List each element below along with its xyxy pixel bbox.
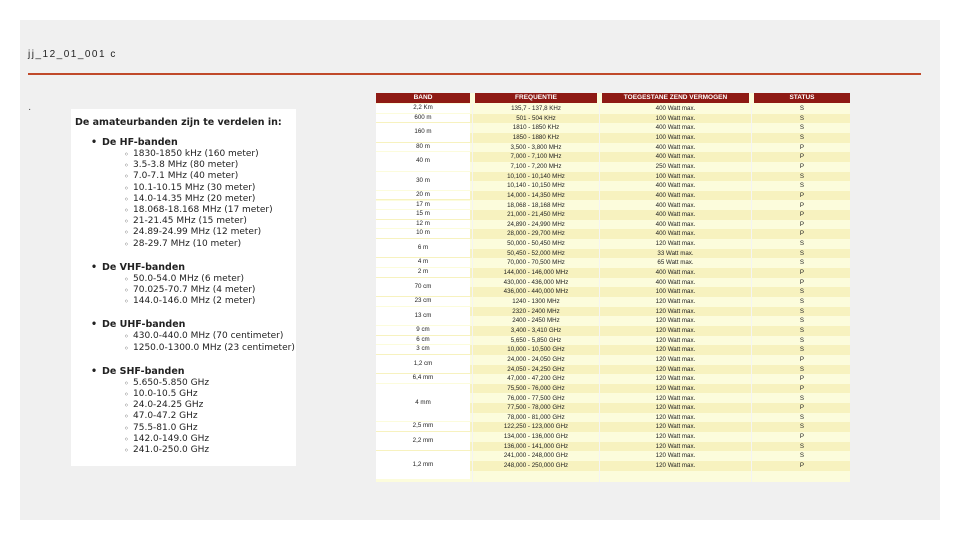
band-group bbox=[71, 366, 296, 456]
status-cell: S bbox=[799, 423, 805, 431]
column-separator bbox=[472, 104, 473, 482]
band-cell: 160 m bbox=[376, 123, 470, 141]
status-cell: P bbox=[799, 404, 805, 412]
band-range-item: ◦ 21-21.45 MHz (15 meter) bbox=[71, 216, 296, 227]
frequency-cell: 28,000 - 29,700 MHz bbox=[507, 230, 565, 238]
status-cell: S bbox=[799, 298, 805, 305]
frequency-cell: 10,000 - 10,500 GHz bbox=[507, 346, 565, 354]
power-cell: 400 Watt max. bbox=[655, 153, 696, 161]
frequency-cell: 436,000 - 440,000 MHz bbox=[503, 288, 569, 296]
frequency-cell: 136,000 - 141,000 GHz bbox=[503, 442, 569, 450]
power-cell: 120 Watt max. bbox=[655, 317, 696, 325]
status-cell: S bbox=[799, 326, 805, 334]
status-cell: P bbox=[799, 278, 805, 286]
power-cell: 120 Watt max. bbox=[655, 336, 696, 344]
power-cell: 120 Watt max. bbox=[655, 326, 696, 334]
table-header-row bbox=[376, 93, 850, 104]
status-cell: S bbox=[799, 307, 805, 315]
power-cell: 400 Watt max. bbox=[655, 143, 696, 151]
frequency-cell: 3,500 - 3,800 MHz bbox=[510, 143, 562, 151]
column-header: FREQUENTIE bbox=[475, 93, 597, 103]
status-cell: P bbox=[799, 375, 805, 383]
power-cell: 400 Watt max. bbox=[655, 211, 696, 219]
band-range-item: ◦ 430.0-440.0 MHz (70 centimeter) bbox=[71, 331, 296, 342]
power-cell: 120 Watt max. bbox=[655, 442, 696, 450]
power-cell: 120 Watt max. bbox=[655, 394, 696, 402]
amateur-bands-list bbox=[71, 109, 296, 466]
frequency-cell: 70,000 - 70,500 MHz bbox=[507, 259, 565, 267]
frequency-table bbox=[376, 93, 850, 482]
status-cell: P bbox=[799, 201, 805, 209]
status-cell: P bbox=[799, 162, 805, 170]
status-cell: P bbox=[799, 433, 805, 441]
status-cell: P bbox=[799, 355, 805, 363]
band-cell: 30 m bbox=[376, 172, 470, 190]
column-separator bbox=[599, 104, 600, 482]
status-cell: S bbox=[799, 346, 805, 354]
status-cell: P bbox=[799, 230, 805, 238]
power-cell: 400 Watt max. bbox=[655, 230, 696, 238]
status-cell: S bbox=[799, 317, 805, 325]
frequency-cell: 18,068 - 18,168 MHz bbox=[507, 201, 565, 209]
band-group-title: • De HF-banden bbox=[71, 137, 296, 149]
band-group-title: • De SHF-banden bbox=[71, 366, 296, 378]
frequency-cell: 501 - 504 KHz bbox=[516, 114, 556, 122]
power-cell: 400 Watt max. bbox=[655, 220, 696, 228]
power-cell: 120 Watt max. bbox=[655, 462, 696, 470]
power-cell: 33 Watt max. bbox=[657, 249, 694, 257]
empty-bullet: · bbox=[28, 104, 32, 115]
status-cell: P bbox=[799, 143, 805, 151]
band-cell: 13 cm bbox=[376, 307, 470, 325]
frequency-cell: 134,000 - 136,000 GHz bbox=[503, 433, 569, 441]
frequency-cell: 78,000 - 81,000 GHz bbox=[507, 413, 565, 421]
band-cell: 2,2 mm bbox=[376, 432, 470, 450]
frequency-cell: 144,000 - 146,000 MHz bbox=[503, 269, 569, 277]
band-cell: 6 m bbox=[376, 239, 470, 257]
band-cell: 40 m bbox=[376, 152, 470, 170]
band-cell: 12 m bbox=[376, 220, 470, 229]
frequency-cell: 24,050 - 24,250 GHz bbox=[507, 365, 565, 373]
band-range-item: ◦ 47.0-47.2 GHz bbox=[71, 411, 296, 422]
frequency-cell: 47,000 - 47,200 GHz bbox=[507, 375, 565, 383]
frequency-cell: 3,400 - 3,410 GHz bbox=[510, 326, 562, 334]
status-cell: S bbox=[799, 336, 805, 344]
band-cell: 80 m bbox=[376, 143, 470, 152]
frequency-cell: 135,7 - 137,8 KHz bbox=[511, 105, 561, 112]
power-cell: 120 Watt max. bbox=[655, 365, 696, 373]
band-range-item: ◦ 70.025-70.7 MHz (4 meter) bbox=[71, 285, 296, 296]
frequency-cell: 10,100 - 10,140 MHz bbox=[507, 172, 565, 180]
frequency-cell: 50,000 - 50,450 MHz bbox=[507, 240, 565, 248]
power-cell: 120 Watt max. bbox=[655, 452, 696, 460]
column-header: TOEGESTANE ZEND VERMOGEN bbox=[602, 93, 749, 103]
band-cell: 6 cm bbox=[376, 336, 470, 345]
frequency-cell: 21,000 - 21,450 MHz bbox=[507, 211, 565, 219]
status-cell: S bbox=[799, 240, 805, 248]
band-cell: 20 m bbox=[376, 191, 470, 200]
column-separator bbox=[751, 104, 752, 482]
band-cell: 2,2 Km bbox=[376, 104, 470, 113]
band-cell: 6,4 mm bbox=[376, 374, 470, 383]
status-cell: P bbox=[799, 384, 805, 392]
power-cell: 120 Watt max. bbox=[655, 375, 696, 383]
frequency-cell: 24,000 - 24,050 GHz bbox=[507, 355, 565, 363]
status-cell: S bbox=[799, 172, 805, 180]
frequency-cell: 10,140 - 10,150 MHz bbox=[507, 182, 565, 190]
frequency-cell: 248,000 - 250,000 GHz bbox=[503, 462, 569, 470]
frequency-cell: 76,000 - 77,500 GHz bbox=[507, 394, 565, 402]
power-cell: 400 Watt max. bbox=[655, 278, 696, 286]
band-cell: 3 cm bbox=[376, 345, 470, 354]
band-cell: 15 m bbox=[376, 210, 470, 219]
frequency-cell: 122,250 - 123,000 GHz bbox=[503, 423, 569, 431]
frequency-cell: 24,890 - 24,990 MHz bbox=[507, 220, 565, 228]
band-cell: 4 mm bbox=[376, 384, 470, 422]
band-cell: 10 m bbox=[376, 229, 470, 238]
band-range-item: ◦ 7.0-7.1 MHz (40 meter) bbox=[71, 171, 296, 182]
band-cell: 1,2 mm bbox=[376, 451, 470, 479]
band-group-title: • De UHF-banden bbox=[71, 319, 296, 331]
status-cell: S bbox=[799, 182, 805, 190]
band-range-item: ◦ 14.0-14.35 MHz (20 meter) bbox=[71, 194, 296, 205]
power-cell: 400 Watt max. bbox=[655, 105, 696, 112]
title-divider bbox=[28, 73, 921, 75]
frequency-cell: 77,500 - 78,000 GHz bbox=[507, 404, 565, 412]
band-range-item: ◦ 75.5-81.0 GHz bbox=[71, 423, 296, 434]
frequency-cell: 2400 - 2450 MHz bbox=[512, 317, 560, 325]
status-cell: S bbox=[799, 249, 805, 257]
band-range-item: ◦ 10.0-10.5 GHz bbox=[71, 389, 296, 400]
band-groups bbox=[71, 137, 296, 468]
power-cell: 100 Watt max. bbox=[655, 114, 696, 122]
power-cell: 400 Watt max. bbox=[655, 191, 696, 199]
power-cell: 65 Watt max. bbox=[657, 259, 694, 267]
band-range-item: ◦ 1830-1850 kHz (160 meter) bbox=[71, 149, 296, 160]
frequency-cell: 75,500 - 76,000 GHz bbox=[507, 384, 565, 392]
power-cell: 120 Watt max. bbox=[655, 413, 696, 421]
band-range-item: ◦ 28-29.7 MHz (10 meter) bbox=[71, 239, 296, 250]
power-cell: 120 Watt max. bbox=[655, 433, 696, 441]
power-cell: 120 Watt max. bbox=[655, 240, 696, 248]
power-cell: 120 Watt max. bbox=[655, 423, 696, 431]
frequency-cell: 430,000 - 436,000 MHz bbox=[503, 278, 569, 286]
status-cell: S bbox=[799, 442, 805, 450]
power-cell: 400 Watt max. bbox=[655, 182, 696, 190]
frequency-cell: 7,000 - 7,100 MHz bbox=[510, 153, 562, 161]
power-cell: 120 Watt max. bbox=[655, 346, 696, 354]
band-cell: 1,2 cm bbox=[376, 355, 470, 373]
status-cell: P bbox=[799, 269, 805, 277]
power-cell: 400 Watt max. bbox=[655, 269, 696, 277]
power-cell: 120 Watt max. bbox=[655, 298, 696, 305]
band-range-item: ◦ 18.068-18.168 MHz (17 meter) bbox=[71, 205, 296, 216]
status-cell: P bbox=[799, 191, 805, 199]
status-cell: S bbox=[799, 133, 805, 141]
status-cell: S bbox=[799, 259, 805, 267]
power-cell: 120 Watt max. bbox=[655, 355, 696, 363]
power-cell: 120 Watt max. bbox=[655, 384, 696, 392]
power-cell: 250 Watt max. bbox=[655, 162, 696, 170]
power-cell: 120 Watt max. bbox=[655, 307, 696, 315]
power-cell: 400 Watt max. bbox=[655, 124, 696, 132]
status-cell: P bbox=[799, 220, 805, 228]
column-header: STATUS bbox=[754, 93, 850, 103]
band-range-item: ◦ 142.0-149.0 GHz bbox=[71, 434, 296, 445]
frequency-cell: 50,450 - 52,000 MHz bbox=[507, 249, 565, 257]
band-cell: 70 cm bbox=[376, 278, 470, 296]
slide-title: jj_12_01_001 c bbox=[28, 49, 117, 60]
band-range-item: ◦ 144.0-146.0 MHz (2 meter) bbox=[71, 296, 296, 307]
band-cell: 23 cm bbox=[376, 297, 470, 306]
band-cell: 2,5 mm bbox=[376, 422, 470, 431]
bands-intro: De amateurbanden zijn te verdelen in: bbox=[75, 117, 282, 128]
frequency-cell: 14,000 - 14,350 MHz bbox=[507, 191, 565, 199]
frequency-cell: 1810 - 1850 KHz bbox=[512, 124, 560, 132]
band-cell: 600 m bbox=[376, 114, 470, 123]
band-cell: 9 cm bbox=[376, 326, 470, 335]
frequency-cell: 241,000 - 248,000 GHz bbox=[503, 452, 569, 460]
frequency-cell: 5,650 - 5,850 GHz bbox=[510, 336, 562, 344]
band-range-item: ◦ 241.0-250.0 GHz bbox=[71, 445, 296, 456]
band-cell: 2 m bbox=[376, 268, 470, 277]
frequency-cell: 1850 - 1880 KHz bbox=[512, 133, 560, 141]
band-range-item: ◦ 24.0-24.25 GHz bbox=[71, 400, 296, 411]
power-cell: 100 Watt max. bbox=[655, 133, 696, 141]
band-range-item: ◦ 3.5-3.8 MHz (80 meter) bbox=[71, 160, 296, 171]
band-cell: 4 m bbox=[376, 258, 470, 267]
status-cell: P bbox=[799, 211, 805, 219]
status-cell: S bbox=[799, 114, 805, 122]
power-cell: 120 Watt max. bbox=[655, 404, 696, 412]
frequency-cell: 7,100 - 7,200 MHz bbox=[510, 162, 562, 170]
status-cell: S bbox=[799, 124, 805, 132]
band-group bbox=[71, 319, 296, 353]
status-cell: S bbox=[799, 452, 805, 460]
frequency-cell: 2320 - 2400 MHz bbox=[512, 307, 560, 315]
band-range-item: ◦ 5.650-5.850 GHz bbox=[71, 378, 296, 389]
power-cell: 100 Watt max. bbox=[655, 288, 696, 296]
status-cell: P bbox=[799, 462, 805, 470]
frequency-cell: 1240 - 1300 MHz bbox=[512, 298, 560, 305]
band-range-item: ◦ 10.1-10.15 MHz (30 meter) bbox=[71, 183, 296, 194]
status-cell: S bbox=[799, 413, 805, 421]
status-cell: S bbox=[799, 394, 805, 402]
band-range-item: ◦ 24.89-24.99 MHz (12 meter) bbox=[71, 227, 296, 238]
status-cell: P bbox=[799, 153, 805, 161]
band-range-item: ◦ 1250.0-1300.0 MHz (23 centimeter) bbox=[71, 343, 296, 354]
status-cell: S bbox=[799, 105, 805, 112]
column-header: BAND bbox=[376, 93, 470, 103]
band-group bbox=[71, 137, 296, 250]
band-cell: 17 m bbox=[376, 201, 470, 210]
status-cell: S bbox=[799, 365, 805, 373]
status-cell: S bbox=[799, 288, 805, 296]
band-group-title: • De VHF-banden bbox=[71, 262, 296, 274]
power-cell: 100 Watt max. bbox=[655, 172, 696, 180]
power-cell: 400 Watt max. bbox=[655, 201, 696, 209]
band-group bbox=[71, 262, 296, 308]
band-range-item: ◦ 50.0-54.0 MHz (6 meter) bbox=[71, 274, 296, 285]
